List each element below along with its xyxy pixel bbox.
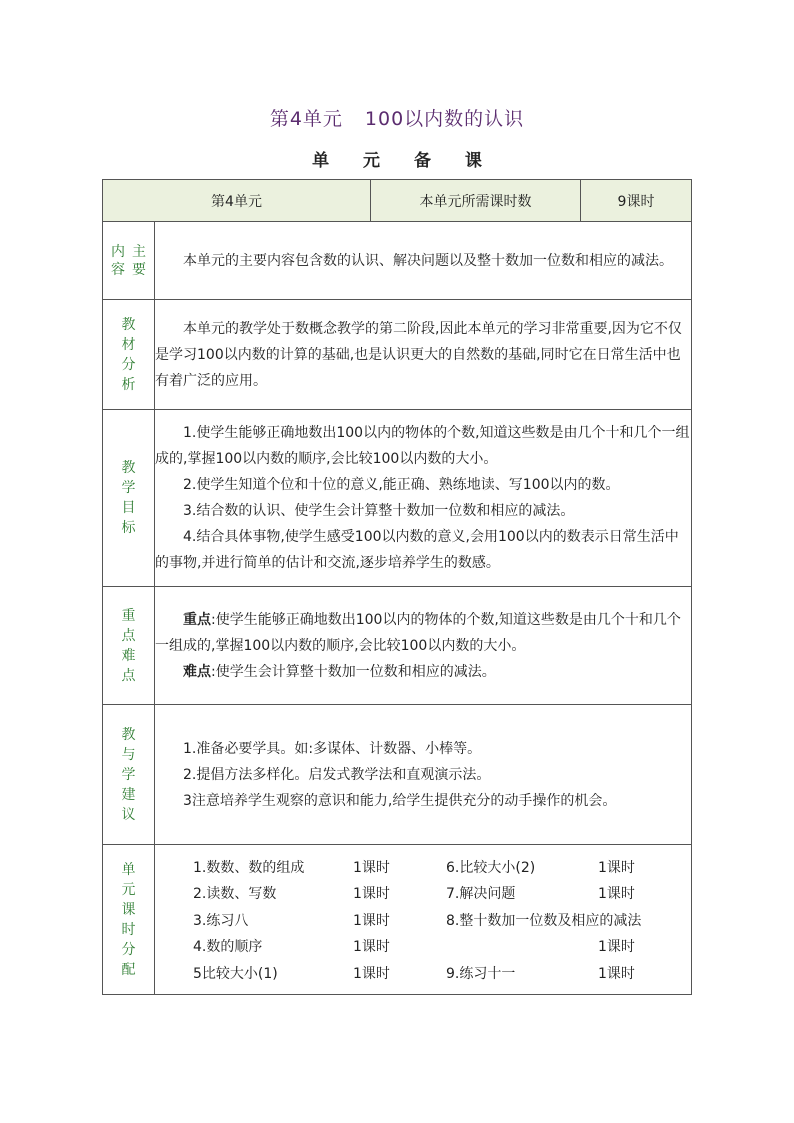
advice-item: 1.准备必要学具。如:多谋体、计数器、小棒等。 (183, 740, 482, 757)
content-text: 本单元的主要内容包含数的认识、解决问题以及整十数加一位数和相应的减法。 (183, 252, 673, 269)
content-label-right: 主要 (132, 243, 146, 278)
header-unit: 第4单元 (103, 180, 371, 222)
goals-text-cell (155, 410, 692, 587)
unit-plan-table (102, 179, 692, 995)
content-row (103, 222, 692, 300)
schedule-line (193, 880, 693, 907)
analysis-text-cell (155, 300, 692, 410)
key-label-bottom: 难点 (121, 647, 136, 684)
header-hours-label: 本单元所需课时数 (371, 180, 581, 222)
goal-item: 3.结合数的认识、使学生会计算整十数加一位数和相应的减法。 (183, 503, 575, 519)
goal-item: 4.结合具体事物,使学生感受100以内数的意义,会用100以内的数表示日常生活中的事物,并进行简单的估计和交流,逐步培养学生的数感。 (155, 529, 679, 571)
schedule-row (103, 845, 692, 995)
lesson-hours: 1课时 (353, 965, 390, 982)
key-text-cell (155, 587, 692, 705)
schedule-line (193, 906, 693, 933)
schedule-table (193, 853, 693, 986)
title-unit: 第4单元 (269, 108, 343, 130)
advice-item: 2.提倡方法多样化。启发式教学法和直观演示法。 (183, 766, 491, 783)
difficult-point-label: 难点 (183, 663, 211, 680)
analysis-text: 本单元的教学处于数概念教学的第二阶段,因此本单元的学习非常重要,因为它不仅是学习100以内数的计算的基础,也是认识更大的自然数的基础,同时它在日常生活中也有着广泛的应用。 (155, 320, 682, 389)
schedule-label: 单元课时分配 (121, 861, 136, 978)
schedule-label-cell (103, 845, 155, 995)
difficult-point-text: :使学生会计算整十数加一位数和相应的减法。 (211, 663, 496, 680)
header-hours-value: 9课时 (581, 180, 692, 222)
key-label-cell (103, 587, 155, 705)
goal-item: 1.使学生能够正确地数出100以内的物体的个数,知道这些数是由几个十和几个一组成的,掌握100以内数的顺序,会比较100以内数的大小。 (155, 425, 690, 467)
header-row (103, 180, 692, 222)
goals-label: 教学目标 (121, 460, 136, 536)
title-topic: 100以内数的认识 (364, 108, 525, 130)
key-point-text: :使学生能够正确地数出100以内的物体的个数,知道这些数是由几个十和几个一组成的,掌握100以内数的顺序,会比较100以内数的大小。 (155, 611, 681, 654)
schedule-line (193, 959, 693, 986)
lesson-name: 5比较大小(1) (193, 965, 278, 982)
lesson-name (446, 933, 598, 960)
lesson-name: 3.练习八 (193, 912, 249, 929)
goals-row (103, 410, 692, 587)
schedule-line (193, 933, 693, 960)
lesson-name: 8.整十数加一位数及相应的减法 (446, 912, 642, 929)
lesson-hours: 1课时 (353, 886, 390, 902)
goals-label-cell (103, 410, 155, 587)
schedule-line (193, 853, 693, 880)
page-title (0, 104, 794, 131)
lesson-hours: 1课时 (598, 886, 635, 902)
lesson-hours: 1课时 (598, 859, 635, 876)
advice-item: 3注意培养学生观察的意识和能力,给学生提供充分的动手操作的机会。 (183, 792, 617, 809)
schedule-cell (155, 845, 692, 995)
key-row (103, 587, 692, 705)
lesson-name: 2.读数、写数 (193, 886, 277, 902)
lesson-hours: 1课时 (353, 939, 390, 955)
lesson-hours: 1课时 (353, 859, 390, 876)
lesson-name: 7.解决问题 (446, 886, 516, 902)
content-label (103, 222, 155, 300)
goal-item: 2.使学生知道个位和十位的意义,能正确、熟练地读、写100以内的数。 (183, 477, 620, 493)
key-point-label: 重点 (183, 611, 211, 628)
analysis-label: 教材分析 (121, 316, 136, 393)
advice-text-cell (155, 705, 692, 845)
advice-label-cell (103, 705, 155, 845)
content-text-cell (155, 222, 692, 300)
analysis-row (103, 300, 692, 410)
lesson-hours: 1课时 (353, 912, 390, 929)
lesson-hours: 1课时 (598, 965, 635, 982)
lesson-name: 4.数的顺序 (193, 939, 263, 955)
content-label-left: 内容 (111, 243, 125, 278)
lesson-name: 1.数数、数的组成 (193, 859, 305, 876)
lesson-hours: 1课时 (598, 939, 635, 955)
advice-row (103, 705, 692, 845)
page-subtitle: 单 元 备 课 (312, 151, 496, 171)
key-point (155, 607, 691, 659)
key-label-top: 重点 (121, 607, 136, 644)
lesson-name: 9.练习十一 (446, 965, 516, 982)
difficult-point (155, 659, 691, 685)
advice-label: 教与学建议 (121, 726, 136, 823)
analysis-label-cell (103, 300, 155, 410)
lesson-name: 6.比较大小(2) (446, 859, 536, 876)
